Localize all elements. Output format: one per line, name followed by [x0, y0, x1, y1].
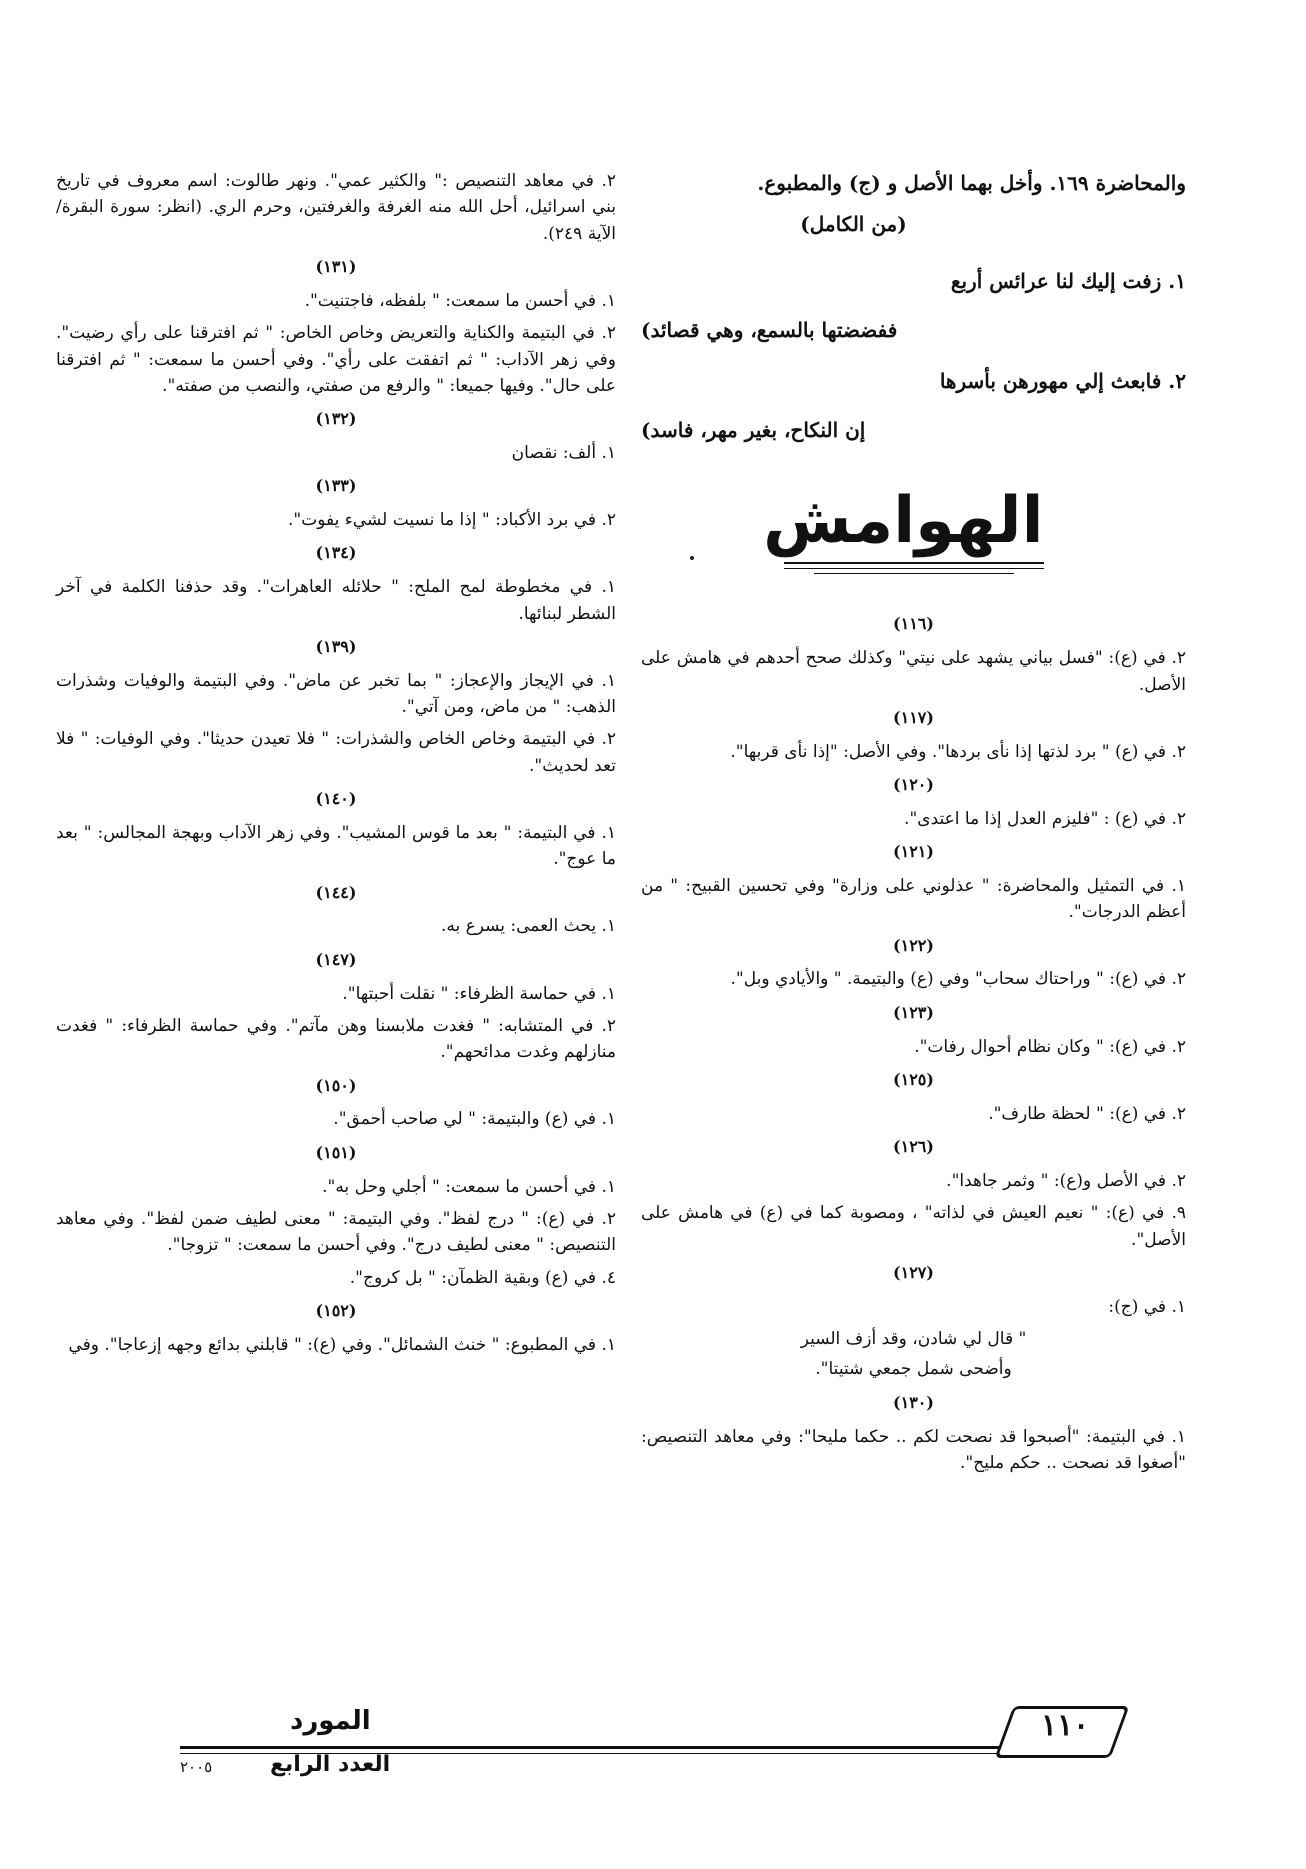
magazine-name: المورد	[290, 1706, 371, 1736]
note-number: (١٣٢)	[315, 409, 357, 429]
page-footer	[180, 1706, 1140, 1786]
footnote-item: ٢. في (ع) : "فليزم العدل إذا ما اعتدى".	[904, 808, 1186, 829]
note-number: (١٣٣)	[315, 476, 357, 496]
footnote-item: ١. يحث العمى: يسرع به.	[440, 916, 616, 937]
note-number: (١٤٧)	[315, 949, 357, 969]
note-number: (١٤٤)	[315, 882, 357, 902]
footnote-item: ٢. في معاهد التنصيص :" والكثير عمي". ونهر طالوت: اسم معروف في تاريخ بني اسرائيل، أحل الله منه الغرفة والغرفتين، وحرم الري. (انظر: سورة البقرة/ الآية ٢٤٩).	[56, 171, 616, 244]
intro-line: والمحاضرة ١٦٩. وأخل بهما الأصل و (ج) والمطبوع.	[757, 171, 1186, 195]
footnote-item: ٤. في (ع) وبقية الظمآن: " بل كروج".	[349, 1267, 616, 1288]
left-column	[56, 168, 616, 1364]
page-number: ١١٠	[1040, 1708, 1090, 1743]
note-number: (١٢٣)	[893, 1002, 934, 1022]
note-number: (١٢٦)	[893, 1137, 934, 1157]
note-number: (١٣٠)	[893, 1392, 934, 1412]
note-number: (١٥١)	[315, 1142, 357, 1162]
footnote-item: ٢. في (ع): " وكان نظام أحوال رفات".	[914, 1036, 1186, 1057]
magazine-year: ٢٠٠٥	[180, 1758, 213, 1776]
poem-line: وأضحى شمل جمعي شتيتا".	[815, 1359, 1012, 1380]
note-number: (١٢٧)	[893, 1262, 934, 1282]
footnote-item: ١. في الإيجاز والإعجاز: " بما تخبر عن ماض". وفي البتيمة والوفيات وشذرات الذهب: " من ماض، ومن آتي".	[56, 670, 616, 718]
footnote-item: ٢. في (ع) " برد لذتها إذا نأى بردها". وفي الأصل: "إذا نأى قربها".	[730, 741, 1186, 762]
footnote-item: ٢. في (ع): "فسل بياني يشهد على نيتي" وكذلك صحح أحدهم في هامش على الأصل.	[641, 648, 1186, 695]
footnote-item: ١. في البتيمة: "أصبحوا قد نصحت لكم .. حكما مليحا": وفي معاهد التنصيص: "أصغوا قد نصحت .. حكم مليح".	[641, 1426, 1186, 1473]
note-number: (١٣٤)	[315, 543, 357, 563]
verse-2-second-half: إن النكاح، بغير مهر، فاسد)	[641, 418, 866, 442]
verse-2-first-half: ٢. فابعث إلي مهورهن بأسرها	[939, 369, 1186, 393]
footnote-item: ١. في التمثيل والمحاضرة: " عذلوني على وزارة" وفي تحسين القبيح: " من أعظم الدرجات".	[641, 875, 1186, 923]
scan-speck	[690, 556, 694, 560]
footnote-item: ٩. في (ع): " نعيم العيش في لذاته" ، ومصوبة كما في (ع) في هامش على الأصل".	[641, 1203, 1186, 1250]
footnote-item: ٢. في (ع): " وراحتاك سحاب" وفي (ع) والبتيمة. " والأيادي وبل".	[730, 969, 1186, 990]
footnote-item: ١. في حماسة الظرفاء: " نقلت أحبتها".	[342, 983, 616, 1004]
left-footnotes	[56, 255, 616, 1358]
footnote-item: ٢. في المتشابه: " فغدت ملابسنا وهن مآتم". وفي حماسة الظرفاء: " فغدت منازلهم وغدت مدائحهم".	[56, 1015, 616, 1063]
footnote-item: ١. في مخطوطة لمح الملح: " حلائله العاهرات". وقد حذفنا الكلمة في آخر الشطر لبنائها.	[56, 577, 616, 624]
footnote-item: ٢. في البتيمة وخاص الخاص والشذرات: " فلا تعيدن حديثا". وفي الوفيات: " فلا تعد لحديث".	[56, 729, 616, 776]
footnote-item: ١. في (ج):	[1108, 1296, 1186, 1317]
verse-1-first-half: ١. زفت إليك لنا عرائس أربع	[950, 269, 1186, 293]
note-number: (١٤٠)	[315, 789, 357, 809]
right-column	[641, 168, 1186, 1482]
poem-line: " قال لي شادن، وقد أزف السير	[800, 1329, 1027, 1350]
heading-rule	[784, 562, 1044, 564]
footnote-item: ٢. في (ع): " لحظة طارف".	[988, 1103, 1186, 1124]
note-number: (١٣١)	[315, 257, 357, 277]
note-number: (١١٧)	[893, 707, 934, 727]
note-number: (١٢١)	[893, 842, 934, 862]
footnote-item: ١. في المطبوع: " خنث الشمائل". وفي (ع): " قابلني بدائع وجهه إزعاجا". وفي	[68, 1334, 616, 1355]
note-number: (١٢٥)	[893, 1069, 934, 1089]
footnotes-heading-block	[763, 484, 1044, 574]
note-number: (١٥٢)	[315, 1300, 357, 1320]
right-footnotes	[641, 612, 1186, 1320]
heading-rule	[784, 568, 1044, 569]
footnote-item: ١. ألف: نقصان	[511, 443, 616, 463]
magazine-issue: العدد الرابع	[270, 1752, 391, 1777]
note-number: (١٣٩)	[315, 636, 357, 656]
footnote-item: ٢. في (ع): " درج لفظ". وفي البتيمة: " معنى لطيف ضمن لفظ". وفي معاهد التنصيص: " معنى لطيف درج". وفي أحسن ما سمعت: " تزوجا".	[56, 1208, 616, 1256]
verse-1-second-half: ففضضتها بالسمع، وهي قصائد)	[641, 318, 898, 342]
footer-rule	[180, 1746, 1100, 1749]
footnote-item: ١. في البتيمة: " بعد ما قوس المشيب". وفي زهر الآداب وبهجة المجالس: " بعد ما عوج".	[56, 822, 616, 870]
footnote-item: ١. في أحسن ما سمعت: " بلفظه، فاجتنيت".	[304, 290, 616, 311]
footnote-item: ٢. في البتيمة والكناية والتعريض وخاص الخاص: " ثم افترقنا على رأي رضيت". وفي زهر الآداب: " ثم اتفقت على رأي". وفي أحسن ما سمعت: " ثم افترقنا على حال". وفيها جميعا: " والرفع من صفتي، والنصب من صفته".	[56, 323, 616, 396]
footnotes-heading: الهوامش	[763, 484, 1044, 558]
note-number: (١٢٢)	[893, 935, 934, 955]
footnote-item: ١. في (ع) والبتيمة: " لي صاحب أحمق".	[333, 1109, 616, 1130]
note-number: (١٥٠)	[315, 1075, 357, 1095]
note-number: (١٢٠)	[893, 775, 934, 795]
note-number: (١١٦)	[893, 614, 934, 634]
footnote-item: ٢. في الأصل و(ع): " وثمر جاهدا".	[946, 1170, 1186, 1191]
meter-label: (من الكامل)	[800, 212, 907, 236]
footnote-item: ١. في أحسن ما سمعت: " أجلي وحل به".	[322, 1176, 616, 1197]
footnote-item: ٢. في برد الأكباد: " إذا ما نسيت لشيء يفوت".	[288, 510, 616, 531]
